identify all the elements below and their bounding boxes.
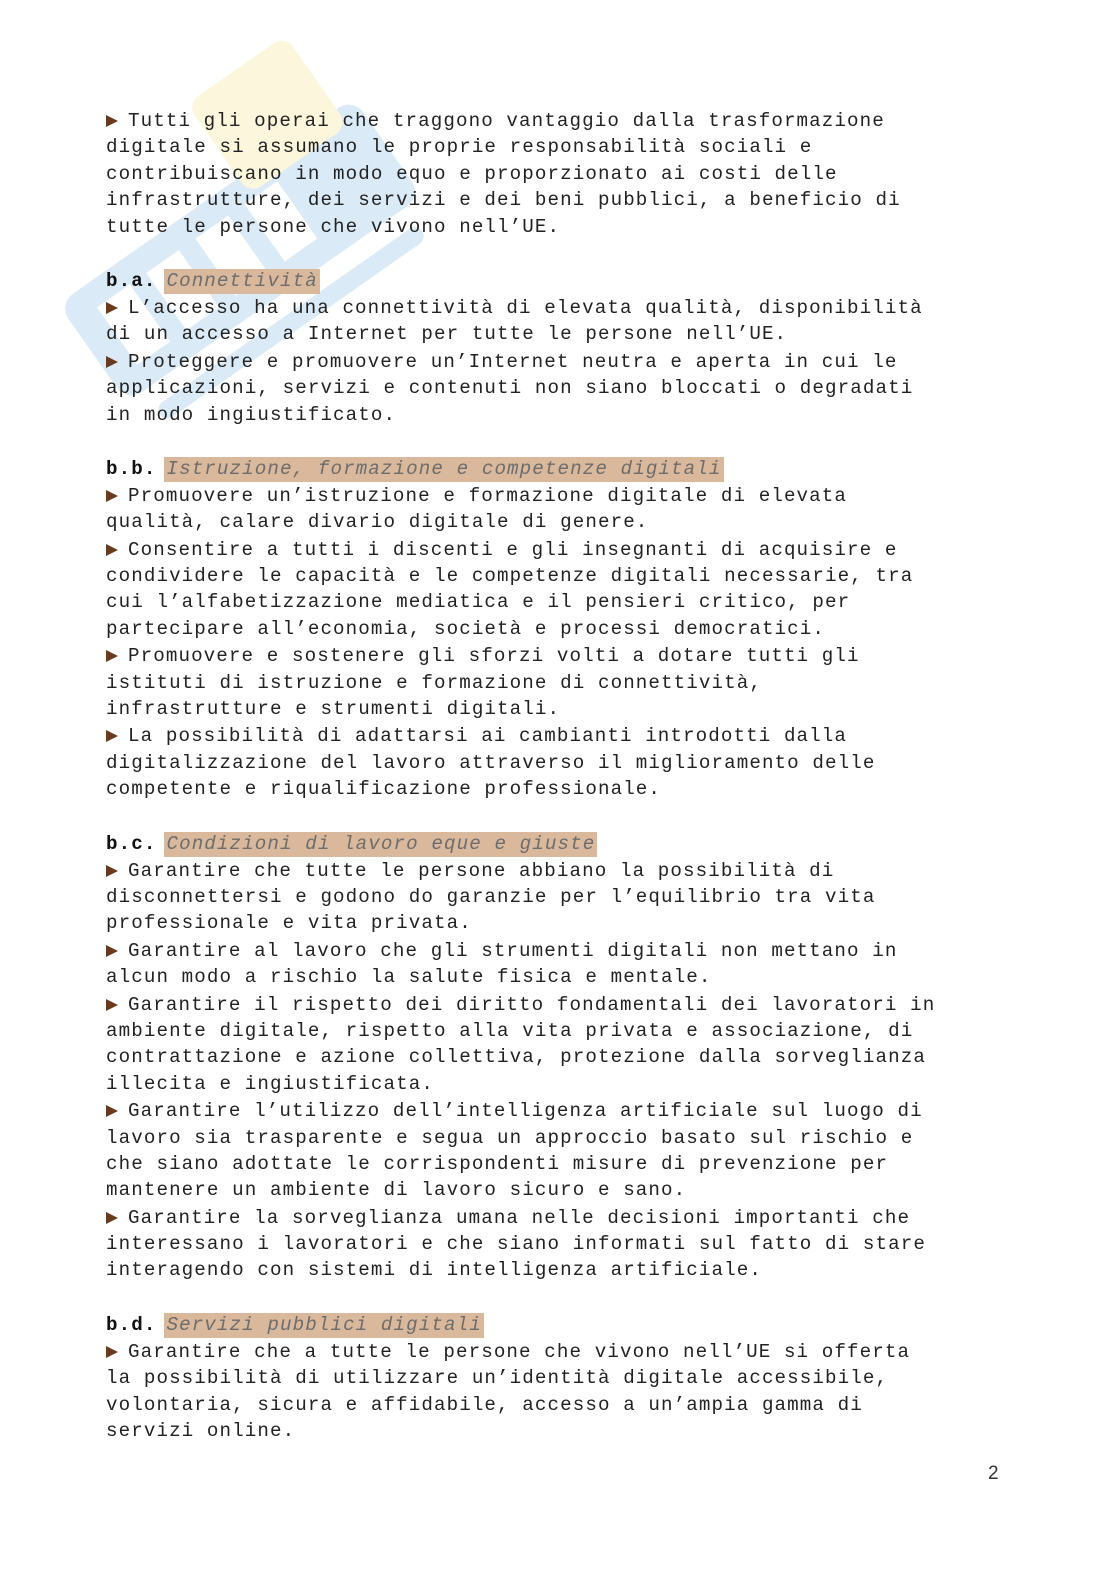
text-line (106, 375, 1006, 401)
triangle-bullet-icon (106, 302, 118, 314)
text-line (106, 1125, 1006, 1151)
triangle-bullet-icon (106, 115, 118, 127)
bullet-text: servizi online. (106, 1420, 296, 1443)
triangle-bullet-icon (106, 356, 118, 368)
bullet-text: Garantire la sorveglianza umana nelle decisioni importanti che (128, 1206, 911, 1229)
bullet-text: interessano i lavoratori e che siano informati sul fatto di stare (106, 1233, 926, 1256)
section (106, 830, 1006, 1284)
triangle-bullet-icon (106, 730, 118, 742)
bullet-item (106, 1098, 1006, 1204)
text-line (106, 1418, 1006, 1444)
text-line (106, 1098, 1006, 1124)
triangle-bullet-icon (106, 1105, 118, 1117)
bullet-text: la possibilità di utilizzare un’identità digitale accessibile, (106, 1367, 889, 1390)
text-line (106, 858, 1006, 884)
bullet-item (106, 992, 1006, 1098)
section-heading (106, 1311, 1006, 1339)
bullet-text: cui l’alfabetizzazione mediatica e il pensieri critico, per (106, 591, 851, 614)
text-line (106, 483, 1006, 509)
text-line (106, 776, 1006, 802)
bullet-item (106, 643, 1006, 722)
bullet-text: tutte le persone che vivono nell’UE. (106, 215, 561, 238)
section-number: b.d. (106, 1313, 157, 1336)
section (106, 1311, 1006, 1445)
section (106, 455, 1006, 803)
bullet-text: che siano adottate le corrispondenti misure di prevenzione per (106, 1152, 889, 1175)
text-line (106, 964, 1006, 990)
bullet-item (106, 1205, 1006, 1284)
text-line (106, 750, 1006, 776)
text-line (106, 563, 1006, 589)
section-title-highlighted: Servizi pubblici digitali (166, 1313, 482, 1336)
section-number: b.b. (106, 457, 157, 480)
bullet-text: Garantire che a tutte le persone che vivono nell’UE si offerta (128, 1340, 911, 1363)
text-line (106, 884, 1006, 910)
bullet-text: qualità, calare divario digitale di genere. (106, 511, 649, 534)
section-title-highlighted: Condizioni di lavoro eque e giuste (166, 832, 596, 855)
text-line (106, 134, 1006, 160)
text-line (106, 1205, 1006, 1231)
triangle-bullet-icon (106, 999, 118, 1011)
bullet-text: istituti di istruzione e formazione di connettività, (106, 671, 762, 694)
triangle-bullet-icon (106, 490, 118, 502)
bullet-text: competente e riqualificazione professionale. (106, 778, 662, 801)
bullet-text: Garantire il rispetto dei diritto fondamentali dei lavoratori in (128, 993, 936, 1016)
bullet-item (106, 295, 1006, 348)
bullet-text: in modo ingiustificato. (106, 403, 397, 426)
bullet-text: L’accesso ha una connettività di elevata qualità, disponibilità (128, 296, 923, 319)
bullet-item (106, 723, 1006, 802)
spacer (106, 1285, 1006, 1311)
text-line (106, 509, 1006, 535)
text-line (106, 402, 1006, 428)
text-line (106, 537, 1006, 563)
section-heading (106, 455, 1006, 483)
page-number: 2 (988, 1463, 999, 1484)
spacer (106, 429, 1006, 455)
text-line (106, 643, 1006, 669)
bullet-text: contrattazione e azione collettiva, protezione dalla sorveglianza (106, 1046, 926, 1069)
bullet-text: Consentire a tutti i discenti e gli insegnanti di acquisire e (128, 538, 898, 561)
text-line (106, 910, 1006, 936)
bullet-text: disconnettersi e godono do garanzie per l’equilibrio tra vita (106, 885, 876, 908)
bullet-text: Garantire l’utilizzo dell’intelligenza artificiale sul luogo di (128, 1100, 923, 1123)
text-line (106, 321, 1006, 347)
text-line (106, 992, 1006, 1018)
text-line (106, 161, 1006, 187)
triangle-bullet-icon (106, 865, 118, 877)
text-line (106, 349, 1006, 375)
spacer (106, 241, 1006, 267)
triangle-bullet-icon (106, 945, 118, 957)
bullet-text: Tutti gli operai che traggono vantaggio dalla trasformazione (128, 110, 885, 132)
section (106, 267, 1006, 428)
bullet-item (106, 858, 1006, 937)
bullet-text: applicazioni, servizi e contenuti non siano bloccati o degradati (106, 377, 914, 400)
text-line (106, 187, 1006, 213)
text-line (106, 1365, 1006, 1391)
section-heading (106, 267, 1006, 295)
bullet-text: condividere le capacità e le competenze digitali necessarie, tra (106, 565, 914, 588)
text-line (106, 1071, 1006, 1097)
text-line (106, 1177, 1006, 1203)
text-line (106, 723, 1006, 749)
bullet-item (106, 938, 1006, 991)
section-heading (106, 830, 1006, 858)
document-body (106, 108, 1006, 1445)
text-line (106, 589, 1006, 615)
bullet-item (106, 483, 1006, 536)
bullet-text: alcun modo a rischio la salute fisica e mentale. (106, 966, 712, 989)
triangle-bullet-icon (106, 1212, 118, 1224)
bullet-text: digitalizzazione del lavoro attraverso il miglioramento delle (106, 751, 876, 774)
text-line (106, 108, 1006, 134)
text-line (106, 1392, 1006, 1418)
text-line (106, 1044, 1006, 1070)
bullet-text: La possibilità di adattarsi ai cambianti introdotti dalla (128, 725, 848, 748)
text-line (106, 696, 1006, 722)
bullet-text: Promuovere e sostenere gli sforzi volti a dotare tutti gli (128, 645, 860, 668)
bullet-text: illecita e ingiustificata. (106, 1072, 434, 1095)
spacer (106, 804, 1006, 830)
bullet-text: professionale e vita privata. (106, 912, 472, 935)
section-number: b.a. (106, 269, 157, 292)
bullet-item (106, 1339, 1006, 1445)
section-number: b.c. (106, 832, 157, 855)
bullet-text: digitale si assumano le proprie responsabilità sociali e (106, 136, 813, 159)
text-line (106, 1151, 1006, 1177)
section-title-highlighted: Istruzione, formazione e competenze digitali (166, 457, 722, 480)
bullet-text: di un accesso a Internet per tutte le persone nell’UE. (106, 323, 788, 346)
text-line (106, 214, 1006, 240)
triangle-bullet-icon (106, 650, 118, 662)
bullet-text: volontaria, sicura e affidabile, accesso a un’ampia gamma di (106, 1393, 863, 1416)
bullet-text: Garantire che tutte le persone abbiano la possibilità di (128, 859, 835, 882)
text-line (106, 1257, 1006, 1283)
text-line (106, 295, 1006, 321)
text-line (106, 1231, 1006, 1257)
text-line (106, 938, 1006, 964)
bullet-text: infrastrutture e strumenti digitali. (106, 698, 561, 721)
bullet-text: ambiente digitale, rispetto alla vita privata e associazione, di (106, 1019, 914, 1042)
bullet-text: mantenere un ambiente di lavoro sicuro e sano. (106, 1179, 687, 1202)
bullet-text: infrastrutture, dei servizi e dei beni pubblici, a beneficio di (106, 189, 901, 212)
bullet-text: contribuiscano in modo equo e proporzionato ai costi delle (106, 162, 838, 185)
bullet-text: lavoro sia trasparente e segua un approccio basato sul rischio e (106, 1126, 914, 1149)
triangle-bullet-icon (106, 1346, 118, 1358)
bullet-text: Proteggere e promuovere un’Internet neutra e aperta in cui le (128, 350, 898, 373)
bullet-item (106, 537, 1006, 643)
bullet-text: Promuovere un’istruzione e formazione digitale di elevata (128, 484, 848, 507)
bullet-text: interagendo con sistemi di intelligenza artificiale. (106, 1259, 762, 1282)
bullet-item (106, 108, 1006, 240)
bullet-item (106, 349, 1006, 428)
text-line (106, 670, 1006, 696)
section-title-highlighted: Connettività (166, 269, 318, 292)
text-line (106, 616, 1006, 642)
bullet-text: partecipare all’economia, società e processi democratici. (106, 617, 826, 640)
bullet-text: Garantire al lavoro che gli strumenti digitali non mettano in (128, 939, 898, 962)
triangle-bullet-icon (106, 544, 118, 556)
text-line (106, 1018, 1006, 1044)
text-line (106, 1339, 1006, 1365)
